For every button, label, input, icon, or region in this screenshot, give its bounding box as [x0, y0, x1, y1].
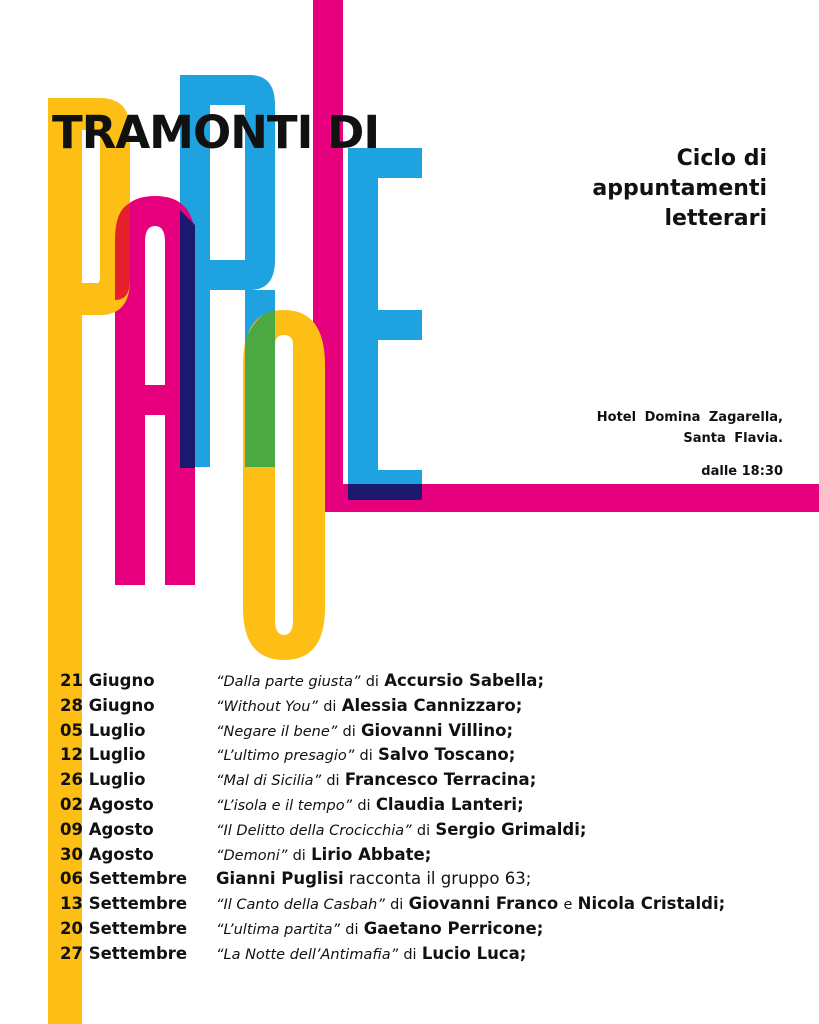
schedule-row [60, 892, 800, 917]
schedule-info [216, 942, 526, 968]
author-name: Salvo Toscano [378, 745, 509, 765]
schedule-date [60, 793, 154, 818]
subtitle-line: appuntamenti [592, 176, 767, 201]
date-day: 28 [60, 695, 83, 715]
date-month: Settembre [88, 943, 188, 963]
schedule-date [60, 867, 187, 892]
date-day: 05 [60, 720, 83, 740]
schedule-date [60, 743, 145, 768]
schedule-row [60, 694, 800, 719]
book-title: “Il Canto della Casbah” [216, 897, 385, 914]
joiner: di [345, 921, 359, 938]
date-month: Agosto [88, 844, 154, 864]
row-end: ; [517, 794, 524, 814]
schedule-row [60, 867, 800, 892]
book-title: “L’ultima partita” [216, 921, 340, 938]
row-end: ; [579, 819, 587, 839]
book-title: “L’isola e il tempo” [216, 797, 353, 814]
ar-overlap [180, 210, 195, 468]
schedule-date [60, 719, 145, 744]
row-end: ; [537, 671, 545, 690]
schedule-date [60, 843, 154, 868]
venue-line: Hotel Domina Zagarella, [596, 410, 783, 425]
schedule-row [60, 793, 800, 818]
row-end: ; [506, 720, 514, 740]
author-name: Lirio Abbate [311, 844, 425, 864]
joiner: di [403, 946, 417, 963]
schedule-row [60, 843, 800, 868]
author-name: Alessia Cannizzaro [341, 695, 516, 715]
author-name: Gaetano Perricone [363, 918, 537, 938]
event-time: dalle 18:30 [701, 464, 783, 479]
date-month: Agosto [88, 819, 154, 839]
date-month: Settembre [88, 894, 188, 914]
date-month: Settembre [88, 918, 188, 938]
e-overlap [348, 484, 422, 500]
schedule-row [60, 917, 800, 942]
row-end: ; [515, 695, 523, 715]
date-day: 02 [60, 794, 83, 814]
letter-e [348, 148, 422, 500]
date-day: 21 [60, 671, 83, 690]
book-title: “Negare il bene” [216, 723, 338, 740]
schedule-row [60, 743, 800, 768]
joiner: di [357, 797, 371, 814]
ro-overlap [245, 310, 275, 467]
book-title: “Dalla parte giusta” [216, 674, 361, 690]
venue [483, 407, 783, 449]
joiner: di [292, 847, 306, 864]
row-end: ; [718, 894, 726, 914]
date-month: Luglio [88, 770, 146, 790]
date-month: Luglio [88, 720, 146, 740]
joiner: di [390, 897, 404, 914]
schedule-date [60, 917, 187, 942]
book-title: “Mal di Sicilia” [216, 773, 322, 790]
row-end: racconta il gruppo 63; [343, 869, 532, 889]
date-month: Agosto [88, 794, 154, 814]
date-day: 13 [60, 894, 83, 914]
schedule-list [60, 669, 800, 967]
schedule-info [216, 793, 524, 819]
date-month: Giugno [88, 671, 155, 690]
author-name: Giovanni Franco [408, 894, 559, 914]
schedule-info [216, 843, 431, 869]
schedule-date [60, 818, 154, 843]
schedule-info [216, 917, 543, 943]
book-title: “Without You” [216, 698, 318, 715]
date-day: 20 [60, 918, 83, 938]
book-title: “Demoni” [216, 847, 288, 864]
schedule-row [60, 942, 800, 967]
schedule-date [60, 669, 155, 694]
schedule-row [60, 818, 800, 843]
schedule-info [216, 719, 513, 745]
author-name: Giovanni Villino [361, 720, 507, 740]
schedule-info [216, 768, 536, 794]
schedule-date [60, 694, 155, 719]
joiner: di [416, 822, 431, 839]
book-title: “Il Delitto della Crocicchia” [216, 822, 412, 839]
schedule-info [216, 743, 515, 769]
schedule-info [216, 867, 531, 892]
date-month: Luglio [88, 745, 146, 765]
joiner: di [342, 723, 356, 740]
schedule-row [60, 768, 800, 793]
date-day: 27 [60, 943, 83, 963]
date-day: 26 [60, 770, 83, 790]
schedule-info [216, 818, 587, 844]
joiner: di [365, 674, 379, 690]
schedule-row [60, 719, 800, 744]
date-month: Giugno [88, 695, 155, 715]
schedule-info [216, 694, 522, 720]
date-day: 09 [60, 819, 83, 839]
book-title: “L’ultimo presagio” [216, 748, 355, 765]
author-name: Nicola Cristaldi [577, 894, 719, 914]
joiner: di [359, 748, 373, 765]
schedule-date [60, 892, 187, 917]
author-name: Gianni Puglisi [216, 869, 344, 889]
subtitle-line: letterari [664, 206, 767, 231]
date-day: 30 [60, 844, 83, 864]
author-name: Lucio Luca [421, 943, 520, 963]
book-title: “La Notte dell’Antimafia” [216, 946, 399, 963]
venue-line: Santa Flavia. [683, 431, 783, 446]
row-end: ; [424, 844, 432, 864]
joiner: di [326, 773, 340, 790]
author-name: Sergio Grimaldi [435, 819, 580, 839]
schedule-date [60, 942, 187, 967]
date-month: Settembre [88, 869, 188, 889]
date-day: 12 [60, 745, 83, 765]
poster-subtitle [507, 144, 767, 234]
schedule-info [216, 892, 725, 918]
row-end: ; [508, 745, 516, 765]
author-name: Claudia Lanteri [375, 794, 518, 814]
date-day: 06 [60, 869, 83, 889]
row-end: ; [519, 943, 527, 963]
row-end: ; [536, 918, 544, 938]
schedule-info [216, 669, 544, 695]
author-name: Accursio Sabella [384, 671, 538, 690]
poster-title: TRAMONTI DI [52, 106, 380, 159]
subtitle-line: Ciclo di [676, 146, 767, 171]
joiner: di [323, 698, 337, 715]
author-name: Francesco Terracina [344, 770, 530, 790]
schedule-date [60, 768, 145, 793]
row-end: ; [529, 770, 537, 790]
schedule-row [60, 669, 800, 694]
joiner: e [563, 897, 573, 914]
